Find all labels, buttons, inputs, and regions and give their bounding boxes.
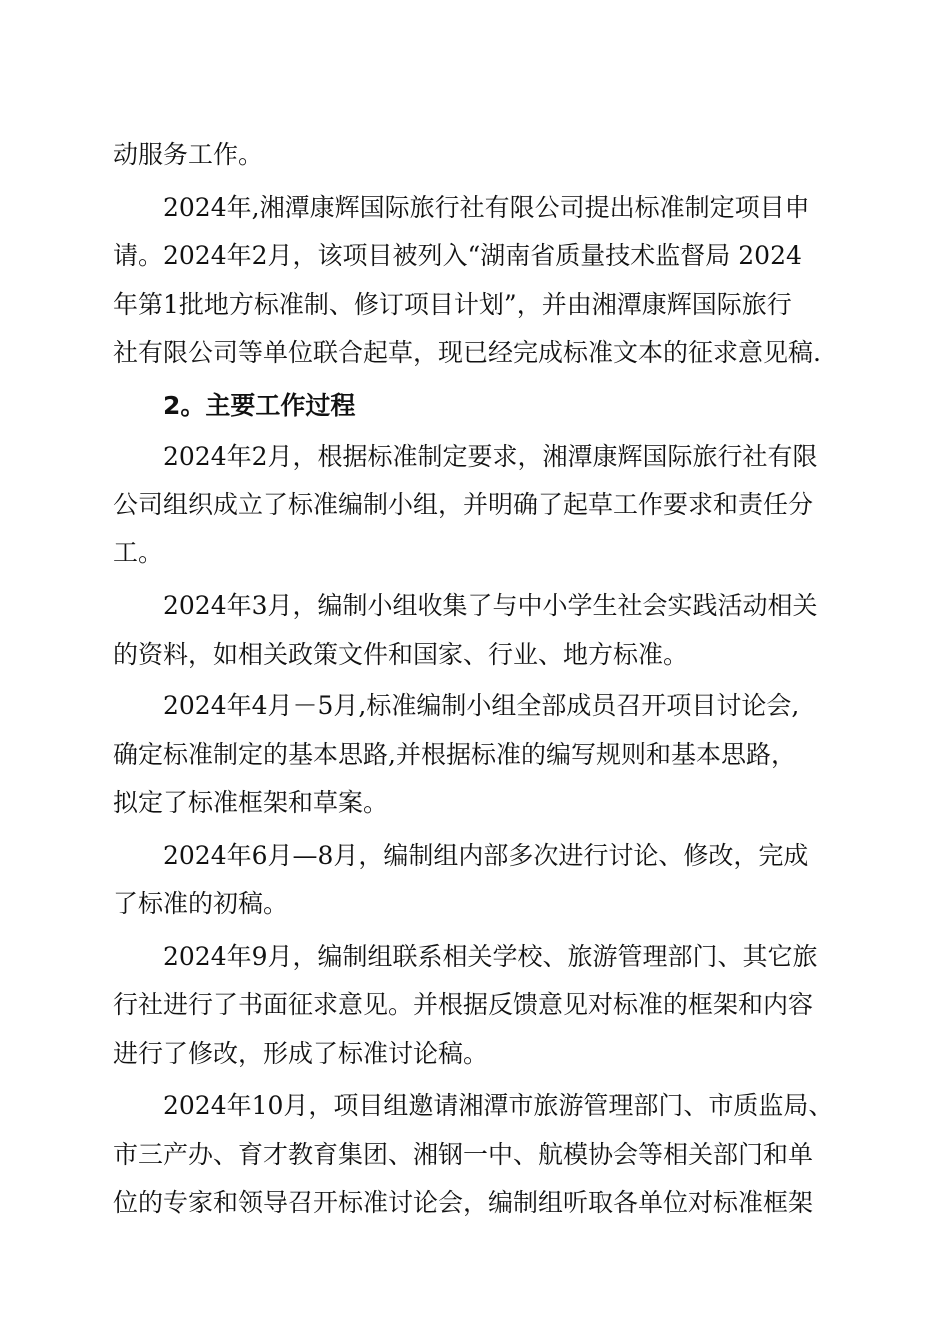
text-line: 社有限公司等单位联合起草，现已经完成标准文本的征求意见稿. <box>113 338 821 367</box>
text-line: 请。2024年2月，该项目被列入“湖南省质量技术监督局 2024 <box>113 241 802 270</box>
text-line: 确定标准制定的基本思路,并根据标准的编写规则和基本思路， <box>113 740 796 769</box>
paragraph-first-line: 2024年10月，项目组邀请湘潭市旅游管理部门、市质监局、 <box>163 1091 834 1120</box>
text-line: 行社进行了书面征求意见。并根据反馈意见对标准的框架和内容 <box>113 990 814 1019</box>
paragraph-first-line: 2024年,湘潭康辉国际旅行社有限公司提出标准制定项目申 <box>163 193 810 222</box>
paragraph-first-line: 2024年4月－5月,标准编制小组全部成员召开项目讨论会, <box>163 691 800 720</box>
paragraph-first-line: 2024年2月，根据标准制定要求，湘潭康辉国际旅行社有限 <box>163 442 818 471</box>
paragraph-first-line: 2024年9月，编制组联系相关学校、旅游管理部门、其它旅 <box>163 942 818 971</box>
paragraph-first-line: 2024年6月—8月，编制组内部多次进行讨论、修改，完成 <box>163 841 809 870</box>
text-line: 位的专家和领导召开标准讨论会，编制组听取各单位对标准框架 <box>113 1188 814 1217</box>
text-line: 公司组织成立了标准编制小组，并明确了起草工作要求和责任分 <box>113 490 814 519</box>
paragraph-first-line: 2024年3月，编制小组收集了与中小学生社会实践活动相关 <box>163 591 818 620</box>
text-line: 的资料，如相关政策文件和国家、行业、地方标准。 <box>113 640 689 669</box>
text-line: 年第1批地方标准制、修订项目计划”，并由湘潭康辉国际旅行 <box>113 290 792 319</box>
text-line: 了标准的初稿。 <box>113 889 289 918</box>
section-heading: 2。主要工作过程 <box>163 391 356 420</box>
text-line: 进行了修改，形成了标准讨论稿。 <box>113 1039 489 1068</box>
text-line: 工。 <box>113 538 164 567</box>
text-line: 动服务工作。 <box>113 140 264 169</box>
text-line: 拟定了标准框架和草案。 <box>113 788 389 817</box>
text-line: 市三产办、育才教育集团、湘钢一中、航模协会等相关部门和单 <box>113 1140 814 1169</box>
